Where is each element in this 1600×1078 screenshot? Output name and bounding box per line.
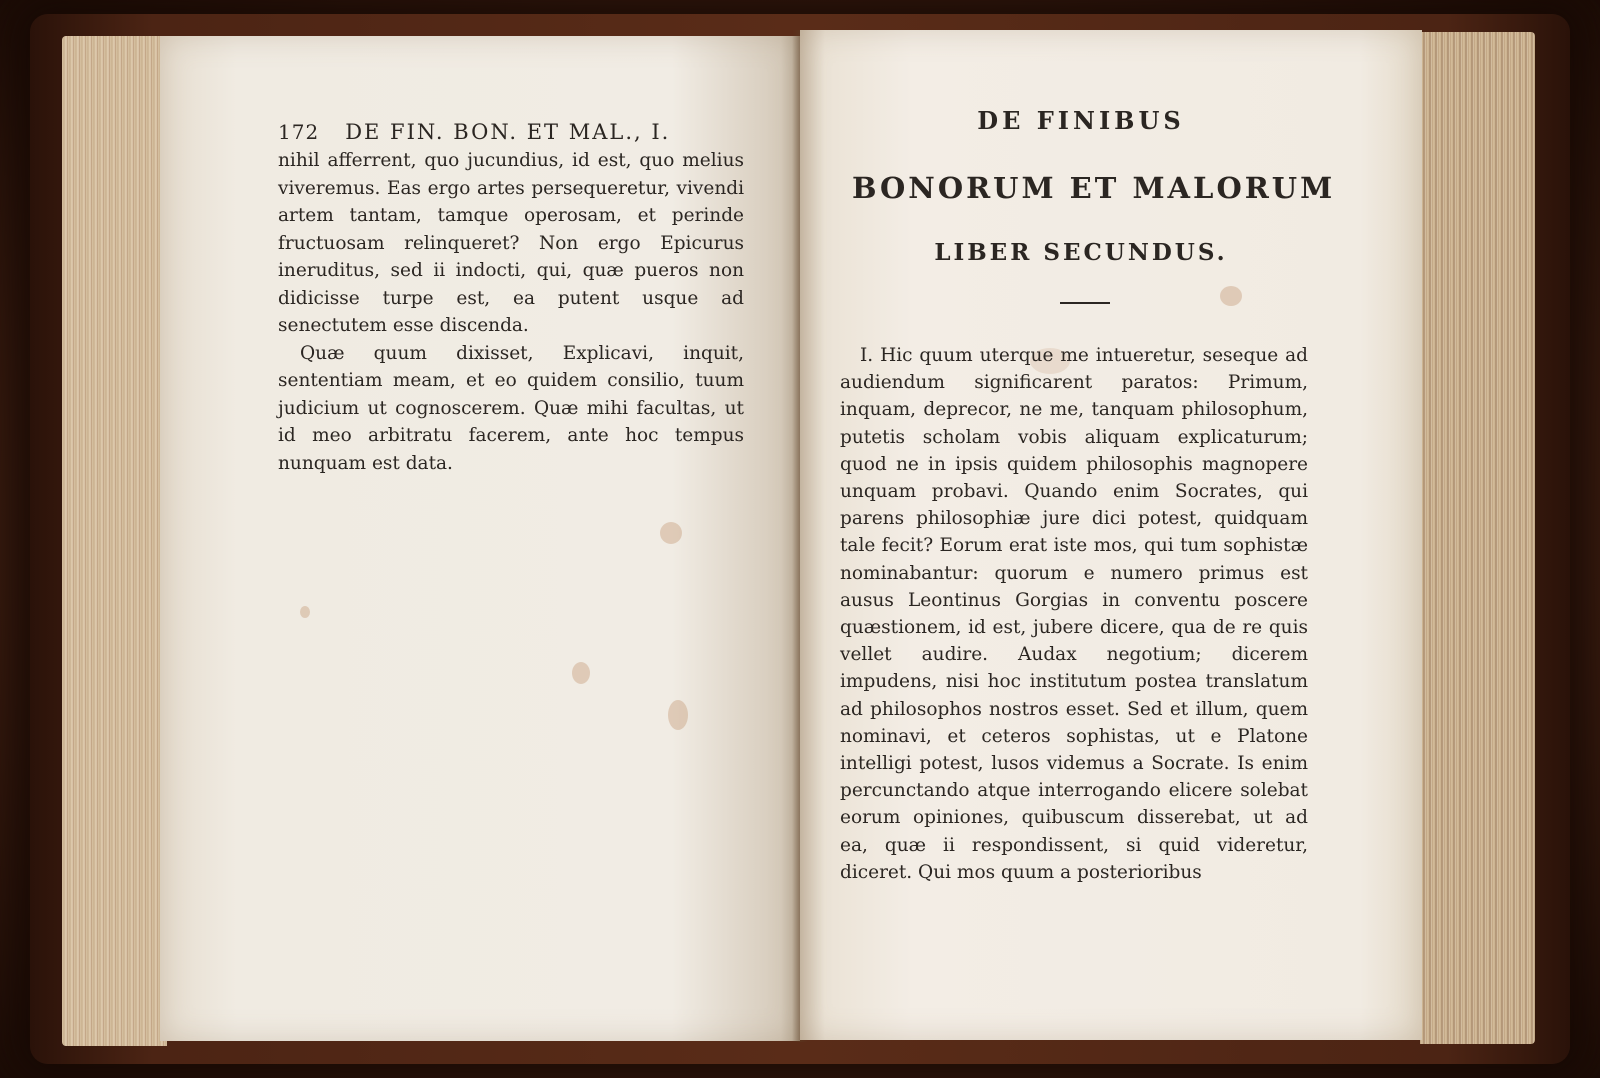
foxing-stain [300, 606, 310, 618]
title-line-liber: LIBER SECUNDUS. [934, 239, 1228, 266]
title-line-bonorum: BONORUM ET MALORUM [852, 171, 1336, 205]
paragraph: Quæ quum dixisset, Explicavi, inquit, sententiam meam, et eo quidem consilio, tuum judicium ut cognoscerem. Quæ mihi facultas, ut id meo arbitratu facerem, ante hoc tempus nunquam est data. [278, 342, 744, 474]
foxing-stain [660, 522, 682, 544]
chapter-title [830, 102, 1336, 266]
foxing-stain [668, 700, 688, 730]
foxing-stain [1220, 286, 1242, 306]
left-page-edges [62, 36, 167, 1046]
running-head [278, 120, 698, 144]
left-page-body [278, 147, 744, 477]
paragraph: nihil afferrent, quo jucundius, id est, quo melius viveremus. Eas ergo artes persequeretur, vivendi artem tantam, tamque operosam, et perinde fructuosam relinqueret? Non ergo Epicurus ineruditus, sed ii indocti, qui, quæ pueros non didicisse turpe est, ea putent usque ad senectutem esse discenda. [278, 150, 744, 336]
foxing-stain [572, 662, 590, 684]
page-number: 172 [278, 120, 320, 144]
running-head-title: DE FIN. BON. ET MAL., I. [345, 120, 671, 144]
paragraph: I. Hic quum uterque me intueretur, seseque ad audiendum significarent paratos: Primum, inquam, deprecor, ne me, tanquam philosophum, putetis scholam vobis aliquam explicaturum; quod ne in ipsis quidem philosophis magnopere unquam probavi. Quando enim Socrates, qui parens philosophiæ jure dici potest, quidquam tale fecit? Eorum erat iste mos, qui tum sophistæ nominabantur: quorum e numero primus est ausus Leontinus Gorgias in conventu poscere quæstionem, id est, jubere dicere, qua de re quis vellet audire. Audax negotium; dicerem impudens, nisi hoc institutum postea translatum ad philosophos nostros esset. Sed et illum, quem nominavi, et ceteros sophistas, ut e Platone intelligi potest, lusos videmus a Socrate. Is enim percunctando atque interrogando elicere solebat eorum opiniones, quibuscum disserebat, ut ad ea, quæ ii respondissent, si quid videretur, diceret. Qui mos quum a posterioribus [840, 345, 1308, 883]
right-page [800, 30, 1422, 1040]
left-page [160, 36, 800, 1041]
right-page-edges [1420, 32, 1535, 1044]
title-rule [1060, 302, 1110, 304]
right-page-body [840, 342, 1308, 886]
title-line-de-finibus: DE FINIBUS [977, 106, 1185, 135]
